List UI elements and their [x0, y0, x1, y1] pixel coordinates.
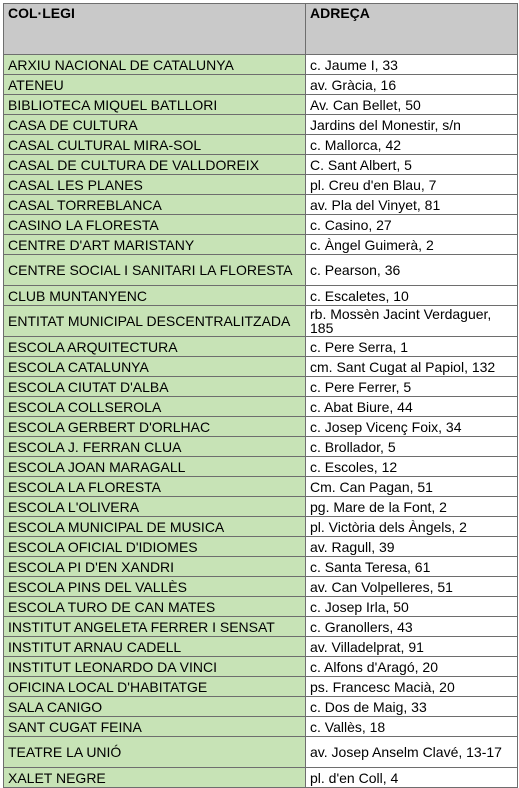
station-address-cell: C. Sant Albert, 5: [306, 155, 518, 175]
table-row: [4, 255, 518, 286]
station-address-cell: c. Pere Serra, 1: [306, 337, 518, 357]
table-row: [4, 235, 518, 255]
table-row: [4, 657, 518, 677]
table-row: [4, 497, 518, 517]
table-row: [4, 306, 518, 337]
station-address-cell: av. Pla del Vinyet, 81: [306, 195, 518, 215]
table-row: [4, 597, 518, 617]
table-row: [4, 337, 518, 357]
station-address-cell: av. Can Volpelleres, 51: [306, 577, 518, 597]
table-row: [4, 417, 518, 437]
station-address-cell: c. Abat Biure, 44: [306, 397, 518, 417]
table-row: [4, 75, 518, 95]
station-name-cell: ESCOLA PINS DEL VALLÈS: [4, 577, 306, 597]
station-address-cell: c. Dos de Maig, 33: [306, 697, 518, 717]
station-address-cell: pg. Mare de la Font, 2: [306, 497, 518, 517]
station-address-cell: c. Casino, 27: [306, 215, 518, 235]
table-row: [4, 517, 518, 537]
table-row: [4, 95, 518, 115]
station-address-cell: c. Alfons d'Aragó, 20: [306, 657, 518, 677]
table-row: [4, 377, 518, 397]
station-address-cell: c. Josep Irla, 50: [306, 597, 518, 617]
station-address-cell: rb. Mossèn Jacint Verdaguer, 185: [306, 306, 518, 337]
station-address-cell: c. Brollador, 5: [306, 437, 518, 457]
table-row: [4, 397, 518, 417]
station-name-cell: BIBLIOTECA MIQUEL BATLLORI: [4, 95, 306, 115]
station-address-cell: c. Escaletes, 10: [306, 286, 518, 306]
station-address-cell: c. Àngel Guimerà, 2: [306, 235, 518, 255]
table-row: [4, 195, 518, 215]
station-name-cell: CENTRE SOCIAL I SANITARI LA FLORESTA: [4, 255, 306, 286]
station-address-cell: cm. Sant Cugat al Papiol, 132: [306, 357, 518, 377]
table-body: [4, 55, 518, 788]
table-row: [4, 637, 518, 657]
station-name-cell: OFICINA LOCAL D'HABITATGE: [4, 677, 306, 697]
station-name-cell: ESCOLA ARQUITECTURA: [4, 337, 306, 357]
table-row: [4, 768, 518, 788]
station-name-cell: CENTRE D'ART MARISTANY: [4, 235, 306, 255]
table-row: [4, 135, 518, 155]
station-name-cell: ARXIU NACIONAL DE CATALUNYA: [4, 55, 306, 75]
station-name-cell: ESCOLA LA FLORESTA: [4, 477, 306, 497]
table-row: [4, 457, 518, 477]
station-address-cell: Av. Can Bellet, 50: [306, 95, 518, 115]
station-name-cell: ESCOLA L'OLIVERA: [4, 497, 306, 517]
table-row: [4, 537, 518, 557]
table-row: [4, 697, 518, 717]
station-address-cell: av. Josep Anselm Clavé, 13-17: [306, 737, 518, 768]
station-address-cell: Jardins del Monestir, s/n: [306, 115, 518, 135]
station-name-cell: CASAL TORREBLANCA: [4, 195, 306, 215]
station-name-cell: ESCOLA MUNICIPAL DE MUSICA: [4, 517, 306, 537]
column-header-name: COL·LEGI: [4, 4, 306, 55]
station-name-cell: INSTITUT LEONARDO DA VINCI: [4, 657, 306, 677]
station-name-cell: SANT CUGAT FEINA: [4, 717, 306, 737]
table-header-row: [4, 4, 518, 55]
station-address-cell: c. Santa Teresa, 61: [306, 557, 518, 577]
station-address-cell: av. Ragull, 39: [306, 537, 518, 557]
station-address-cell: pl. Creu d'en Blau, 7: [306, 175, 518, 195]
table-row: [4, 357, 518, 377]
table-row: [4, 155, 518, 175]
station-address-cell: c. Pearson, 36: [306, 255, 518, 286]
table-row: [4, 557, 518, 577]
column-header-address: ADREÇA: [306, 4, 518, 55]
station-address-cell: c. Jaume I, 33: [306, 55, 518, 75]
station-address-cell: c. Vallès, 18: [306, 717, 518, 737]
station-name-cell: INSTITUT ANGELETA FERRER I SENSAT: [4, 617, 306, 637]
station-address-cell: pl. Victòria dels Àngels, 2: [306, 517, 518, 537]
station-name-cell: ESCOLA J. FERRAN CLUA: [4, 437, 306, 457]
station-address-cell: c. Mallorca, 42: [306, 135, 518, 155]
table-row: [4, 677, 518, 697]
station-name-cell: ESCOLA CATALUNYA: [4, 357, 306, 377]
station-name-cell: CASAL LES PLANES: [4, 175, 306, 195]
station-name-cell: ENTITAT MUNICIPAL DESCENTRALITZADA: [4, 306, 306, 337]
station-address-cell: pl. d'en Coll, 4: [306, 768, 518, 788]
table-row: [4, 737, 518, 768]
station-name-cell: TEATRE LA UNIÓ: [4, 737, 306, 768]
table-row: [4, 717, 518, 737]
polling-stations-table-wrapper: [3, 3, 518, 788]
station-name-cell: CASA DE CULTURA: [4, 115, 306, 135]
station-address-cell: Cm. Can Pagan, 51: [306, 477, 518, 497]
station-name-cell: CASAL DE CULTURA DE VALLDOREIX: [4, 155, 306, 175]
station-name-cell: XALET NEGRE: [4, 768, 306, 788]
station-name-cell: INSTITUT ARNAU CADELL: [4, 637, 306, 657]
table-row: [4, 175, 518, 195]
station-address-cell: c. Granollers, 43: [306, 617, 518, 637]
station-name-cell: ESCOLA CIUTAT D'ALBA: [4, 377, 306, 397]
station-address-cell: ps. Francesc Macià, 20: [306, 677, 518, 697]
table-row: [4, 55, 518, 75]
station-address-cell: c. Escoles, 12: [306, 457, 518, 477]
station-name-cell: ESCOLA OFICIAL D'IDIOMES: [4, 537, 306, 557]
station-name-cell: ESCOLA PI D'EN XANDRI: [4, 557, 306, 577]
station-name-cell: ATENEU: [4, 75, 306, 95]
station-name-cell: ESCOLA TURO DE CAN MATES: [4, 597, 306, 617]
station-address-cell: av. Villadelprat, 91: [306, 637, 518, 657]
table-row: [4, 115, 518, 135]
table-row: [4, 286, 518, 306]
polling-stations-table: [3, 3, 518, 788]
station-name-cell: CASAL CULTURAL MIRA-SOL: [4, 135, 306, 155]
station-address-cell: c. Josep Vicenç Foix, 34: [306, 417, 518, 437]
station-name-cell: ESCOLA COLLSEROLA: [4, 397, 306, 417]
station-address-cell: av. Gràcia, 16: [306, 75, 518, 95]
table-row: [4, 215, 518, 235]
table-row: [4, 617, 518, 637]
station-name-cell: CASINO LA FLORESTA: [4, 215, 306, 235]
station-name-cell: SALA CANIGO: [4, 697, 306, 717]
table-row: [4, 437, 518, 457]
table-row: [4, 577, 518, 597]
station-name-cell: ESCOLA JOAN MARAGALL: [4, 457, 306, 477]
station-name-cell: ESCOLA GERBERT D'ORLHAC: [4, 417, 306, 437]
station-address-cell: c. Pere Ferrer, 5: [306, 377, 518, 397]
table-row: [4, 477, 518, 497]
station-name-cell: CLUB MUNTANYENC: [4, 286, 306, 306]
